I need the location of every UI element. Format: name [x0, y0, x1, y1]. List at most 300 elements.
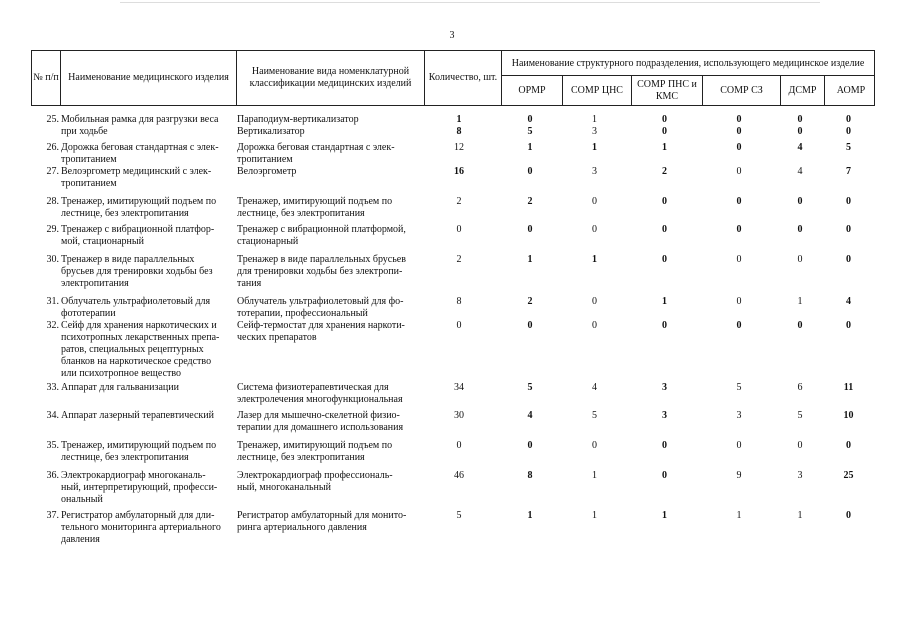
item-quantity — [429, 166, 489, 178]
unit-value — [560, 166, 629, 178]
unit-value — [500, 142, 560, 154]
header-unit: СОМР ЦНС — [562, 76, 631, 105]
row-number-line: 26. — [46, 142, 59, 153]
item-name — [61, 320, 259, 380]
item-quantity — [429, 510, 489, 522]
item-name — [61, 296, 259, 320]
unit-value-line: 0 — [662, 440, 667, 451]
header-name: Наименование медицинского изделия — [60, 51, 236, 105]
row-number-line: 30. — [46, 254, 59, 265]
item-kind — [237, 196, 419, 220]
unit-value — [500, 196, 560, 208]
unit-value-line: 0 — [797, 320, 803, 331]
item-kind — [237, 470, 419, 494]
unit-value-line: 3 — [592, 166, 597, 177]
row-number — [31, 296, 59, 308]
header-unit-group: Наименование структурного подразделения, использующего медицинское изделие — [501, 51, 874, 75]
unit-value — [500, 320, 560, 332]
unit-value — [700, 470, 778, 482]
row-number-line: 29. — [46, 224, 59, 235]
unit-value-line: 0 — [797, 254, 803, 265]
item-name-line: тельного мониторинга артериального — [61, 522, 221, 533]
unit-value — [700, 196, 778, 208]
unit-value-line: 0 — [797, 196, 803, 207]
row-number — [31, 196, 59, 208]
unit-value-line: 0 — [797, 440, 803, 451]
unit-value-line: 0 — [736, 296, 742, 307]
item-quantity-line: 16 — [454, 166, 464, 177]
row-number-line: 31. — [46, 296, 59, 307]
item-kind-line: тания — [237, 278, 262, 289]
row-number-line: 35. — [46, 440, 59, 451]
unit-value — [500, 410, 560, 422]
item-name — [61, 142, 259, 166]
unit-value — [778, 382, 822, 394]
unit-value — [778, 510, 822, 522]
unit-value — [560, 296, 629, 308]
unit-value — [778, 254, 822, 266]
row-number — [31, 224, 59, 236]
row-number-line: 27. — [46, 166, 59, 177]
item-name-line: Тренажер с вибрационной платфор- — [61, 224, 215, 235]
unit-value — [500, 440, 560, 452]
unit-value-line: 1 — [592, 142, 597, 153]
header-unit: СОМР ПНС и КМС — [631, 76, 702, 105]
unit-value — [560, 142, 629, 154]
row-number-line: 25. — [46, 114, 59, 125]
unit-value-line: 5 — [592, 410, 597, 421]
item-name-line: Регистратор амбулаторный для дли- — [61, 510, 215, 521]
unit-value — [700, 382, 778, 394]
item-name-line: Велоэргометр медицинский с элек- — [61, 166, 212, 177]
unit-value-line: 5 — [797, 410, 803, 421]
item-quantity — [429, 296, 489, 308]
item-kind-line: лестнице, без электропитания — [237, 452, 365, 463]
item-quantity — [429, 114, 489, 138]
item-quantity-line: 46 — [454, 470, 464, 481]
unit-value — [778, 470, 822, 482]
unit-value — [629, 510, 700, 522]
unit-value — [822, 114, 875, 138]
item-kind — [237, 320, 419, 344]
unit-value — [822, 382, 875, 394]
row-number — [31, 382, 59, 394]
unit-value-line: 0 — [662, 126, 667, 137]
unit-value-line: 9 — [736, 470, 742, 481]
unit-value-line: 1 — [527, 510, 533, 521]
item-name-line: Тренажер в виде параллельных — [61, 254, 195, 265]
item-kind-line: тропитанием — [237, 154, 293, 165]
item-name-line: ный, интерпретирующий, професси- — [61, 482, 218, 493]
item-kind — [237, 296, 419, 320]
unit-value-line: 7 — [846, 166, 851, 177]
item-name-line: Дорожка беговая стандартная с элек- — [61, 142, 219, 153]
unit-value — [778, 114, 822, 138]
item-quantity — [429, 470, 489, 482]
row-number-line: 28. — [46, 196, 59, 207]
row-number — [31, 114, 59, 126]
item-name — [61, 410, 259, 422]
item-kind — [237, 166, 419, 178]
unit-value-line: 1 — [527, 254, 533, 265]
item-name-line: электропитания — [61, 278, 129, 289]
unit-value-line: 25 — [843, 470, 854, 481]
unit-value-line: 0 — [846, 254, 851, 265]
item-kind — [237, 382, 419, 406]
item-kind — [237, 410, 419, 434]
item-quantity-line: 8 — [456, 126, 462, 137]
item-name — [61, 196, 259, 220]
item-kind — [237, 224, 419, 248]
item-name — [61, 114, 259, 138]
item-name-line: ональный — [61, 494, 103, 505]
item-name-line: Аппарат для гальванизации — [61, 382, 179, 393]
row-number — [31, 440, 59, 452]
item-kind-line: Тренажер, имитирующий подъем по — [237, 440, 393, 451]
unit-value-line: 0 — [846, 114, 851, 125]
unit-value — [778, 224, 822, 236]
unit-value — [700, 114, 778, 138]
unit-value — [822, 296, 875, 308]
item-kind — [237, 440, 419, 464]
unit-value — [822, 470, 875, 482]
item-quantity — [429, 440, 489, 452]
item-quantity-line: 30 — [454, 410, 464, 421]
item-name — [61, 510, 259, 546]
header-num: № п/п — [33, 72, 59, 83]
item-name-line: лестнице, без электропитания — [61, 452, 189, 463]
unit-value-line: 0 — [662, 320, 667, 331]
unit-value — [778, 410, 822, 422]
unit-value-line: 2 — [527, 296, 533, 307]
unit-value-line: 0 — [592, 440, 597, 451]
item-kind-line: Электрокардиограф профессиональ- — [237, 470, 393, 481]
unit-value-line: 0 — [797, 224, 803, 235]
unit-value — [822, 224, 875, 236]
item-name-line: Мобильная рамка для разгрузки веса — [61, 114, 219, 125]
unit-value-line: 11 — [843, 382, 854, 393]
unit-value — [700, 320, 778, 332]
item-kind-line: Система физиотерапевтическая для — [237, 382, 389, 393]
row-number-line: 32. — [46, 320, 59, 331]
item-name — [61, 254, 259, 290]
unit-value — [700, 142, 778, 154]
unit-value — [629, 440, 700, 452]
unit-value-line: 1 — [592, 510, 597, 521]
unit-value-line: 1 — [527, 142, 533, 153]
item-quantity-line: 12 — [454, 142, 464, 153]
item-kind-line: Сейф-термостат для хранения наркоти- — [237, 320, 405, 331]
item-quantity — [429, 410, 489, 422]
item-kind — [237, 142, 419, 166]
unit-value — [629, 382, 700, 394]
unit-value-line: 0 — [527, 114, 533, 125]
item-name-line: бланков на наркотическое средство — [61, 356, 212, 367]
header-unit: ОРМР — [518, 84, 546, 96]
unit-value-line: 0 — [736, 126, 742, 137]
row-number — [31, 320, 59, 332]
item-name-line: Тренажер, имитирующий подъем по — [61, 440, 217, 451]
item-kind-line: электролечения многофункциональная — [237, 394, 403, 405]
unit-value-line: 4 — [846, 296, 851, 307]
unit-value-line: 0 — [846, 510, 851, 521]
item-name-line: Аппарат лазерный терапевтический — [61, 410, 214, 421]
unit-value — [560, 196, 629, 208]
item-kind-line: ческих препаратов — [237, 332, 317, 343]
item-quantity-line: 1 — [456, 114, 462, 125]
item-name-line: брусьев для тренировки ходьбы без — [61, 266, 213, 277]
item-quantity-line: 8 — [456, 296, 462, 307]
unit-value-line: 0 — [527, 320, 533, 331]
page-number: 3 — [449, 30, 455, 41]
unit-value — [629, 320, 700, 332]
item-kind-line: тотерапии, профессиональный — [237, 308, 368, 319]
item-name — [61, 382, 259, 394]
item-quantity-line: 0 — [456, 440, 462, 451]
item-name-line: тропитанием — [61, 154, 117, 165]
item-name-line: фототерапии — [61, 308, 116, 319]
item-name-line: Сейф для хранения наркотических и — [61, 320, 217, 331]
item-name-line: Тренажер, имитирующий подъем по — [61, 196, 217, 207]
unit-value-line: 0 — [846, 440, 851, 451]
item-name — [61, 470, 259, 506]
unit-value-line: 1 — [797, 296, 803, 307]
item-kind-line: терапии для домашнего использования — [237, 422, 404, 433]
header-unit: АОМР — [824, 76, 877, 105]
unit-value — [700, 166, 778, 178]
unit-value — [629, 114, 700, 138]
item-kind-line: Лазер для мышечно-скелетной физио- — [237, 410, 400, 421]
item-kind-line: лестнице, без электропитания — [237, 208, 365, 219]
row-number — [31, 470, 59, 482]
unit-value — [700, 224, 778, 236]
item-kind-line: Велоэргометр — [237, 166, 297, 177]
header-units — [501, 75, 874, 105]
item-name-line: давления — [61, 534, 100, 545]
unit-value-line: 4 — [592, 382, 597, 393]
item-name — [61, 224, 259, 248]
unit-value-line: 0 — [846, 126, 851, 137]
item-kind-line: Вертикализатор — [237, 126, 305, 137]
unit-value-line: 4 — [797, 166, 803, 177]
unit-value — [500, 470, 560, 482]
unit-value-line: 0 — [662, 196, 667, 207]
unit-value — [560, 470, 629, 482]
unit-value-line: 1 — [592, 470, 597, 481]
row-number-line: 37. — [46, 510, 59, 521]
item-quantity-line: 0 — [456, 320, 462, 331]
unit-value-line: 0 — [846, 224, 851, 235]
item-name — [61, 440, 259, 464]
unit-value — [560, 254, 629, 266]
unit-value — [700, 440, 778, 452]
unit-value — [629, 296, 700, 308]
unit-value — [822, 196, 875, 208]
unit-value-line: 2 — [662, 166, 667, 177]
unit-value — [560, 224, 629, 236]
unit-value — [822, 440, 875, 452]
unit-value — [822, 510, 875, 522]
item-name-line: ратов, специальных рецептурных — [61, 344, 204, 355]
unit-value-line: 0 — [592, 320, 597, 331]
unit-value — [700, 254, 778, 266]
unit-value — [629, 254, 700, 266]
unit-value-line: 5 — [527, 126, 533, 137]
header-qty: Количество, шт. — [424, 51, 501, 105]
unit-value-line: 3 — [662, 382, 667, 393]
item-name-line: при ходьбе — [61, 126, 108, 137]
item-name-line: Электрокардиограф многоканаль- — [61, 470, 206, 481]
unit-value — [778, 166, 822, 178]
unit-value-line: 8 — [527, 470, 533, 481]
unit-value-line: 5 — [736, 382, 742, 393]
unit-value-line: 0 — [736, 114, 742, 125]
unit-value-line: 0 — [846, 196, 851, 207]
item-name-line: мой, стационарный — [61, 236, 144, 247]
row-number-line: 33. — [46, 382, 59, 393]
unit-value-line: 0 — [592, 196, 597, 207]
unit-value — [500, 296, 560, 308]
table-header — [31, 50, 875, 106]
item-quantity — [429, 254, 489, 266]
unit-value — [778, 320, 822, 332]
unit-value — [500, 382, 560, 394]
unit-value — [629, 470, 700, 482]
unit-value-line: 3 — [662, 410, 667, 421]
item-name — [61, 166, 259, 190]
unit-value — [500, 166, 560, 178]
unit-value-line: 1 — [592, 254, 597, 265]
unit-value — [560, 382, 629, 394]
item-kind-line: Параподиум-вертикализатор — [237, 114, 359, 125]
unit-value-line: 0 — [527, 440, 533, 451]
item-kind — [237, 114, 419, 138]
item-quantity — [429, 320, 489, 332]
unit-value — [629, 166, 700, 178]
unit-value-line: 4 — [527, 410, 533, 421]
header-kind: Наименование вида номенклатурной классификации медицинских изделий — [236, 51, 424, 105]
unit-value-line: 1 — [662, 296, 667, 307]
item-name-line: лестнице, без электропитания — [61, 208, 189, 219]
unit-value — [778, 142, 822, 154]
unit-value-line: 3 — [736, 410, 742, 421]
item-quantity-line: 5 — [456, 510, 462, 521]
unit-value — [500, 224, 560, 236]
item-kind-line: Облучатель ультрафиолетовый для фо- — [237, 296, 404, 307]
unit-value — [778, 296, 822, 308]
unit-value — [500, 510, 560, 522]
unit-value-line: 0 — [736, 166, 742, 177]
unit-value — [700, 410, 778, 422]
unit-value — [560, 440, 629, 452]
unit-value-line: 0 — [736, 196, 742, 207]
item-quantity-line: 2 — [456, 254, 462, 265]
row-number — [31, 410, 59, 422]
unit-value-line: 0 — [736, 320, 742, 331]
unit-value-line: 0 — [662, 470, 667, 481]
unit-value-line: 3 — [592, 126, 597, 137]
unit-value-line: 1 — [797, 510, 803, 521]
unit-value — [700, 296, 778, 308]
unit-value-line: 3 — [797, 470, 803, 481]
unit-value-line: 6 — [797, 382, 803, 393]
unit-value — [700, 510, 778, 522]
item-kind-line: Регистратор амбулаторный для монито- — [237, 510, 407, 521]
unit-value — [560, 114, 629, 138]
unit-value-line: 0 — [662, 114, 667, 125]
unit-value — [822, 166, 875, 178]
unit-value — [822, 142, 875, 154]
unit-value-line: 0 — [662, 224, 667, 235]
row-number — [31, 510, 59, 522]
unit-value-line: 0 — [736, 440, 742, 451]
item-quantity-line: 34 — [454, 382, 464, 393]
unit-value — [629, 196, 700, 208]
unit-value-line: 0 — [736, 224, 742, 235]
row-number-line: 34. — [46, 410, 59, 421]
unit-value — [778, 440, 822, 452]
unit-value — [822, 410, 875, 422]
unit-value — [560, 320, 629, 332]
item-quantity-line: 0 — [456, 224, 462, 235]
unit-value-line: 1 — [662, 510, 667, 521]
item-kind-line: Тренажер, имитирующий подъем по — [237, 196, 393, 207]
header-unit: ДСМР — [780, 76, 824, 105]
unit-value-line: 0 — [797, 114, 803, 125]
header-unit: СОМР СЗ — [702, 76, 780, 105]
unit-value-line: 0 — [662, 254, 667, 265]
unit-value-line: 4 — [797, 142, 803, 153]
unit-value — [629, 410, 700, 422]
item-kind-line: Тренажер с вибрационной платформой, — [237, 224, 406, 235]
unit-value-line: 1 — [736, 510, 742, 521]
unit-value-line: 1 — [662, 142, 667, 153]
item-quantity — [429, 382, 489, 394]
unit-value — [778, 196, 822, 208]
unit-value-line: 0 — [736, 254, 742, 265]
unit-value — [500, 254, 560, 266]
unit-value-line: 5 — [527, 382, 533, 393]
item-name-line: психотропных лекарственных препа- — [61, 332, 220, 343]
unit-value-line: 0 — [797, 126, 803, 137]
item-kind — [237, 510, 419, 534]
item-quantity — [429, 196, 489, 208]
unit-value — [629, 224, 700, 236]
item-name-line: Облучатель ультрафиолетовый для — [61, 296, 211, 307]
row-number — [31, 142, 59, 154]
item-kind-line: Дорожка беговая стандартная с элек- — [237, 142, 395, 153]
unit-value-line: 0 — [736, 142, 742, 153]
unit-value-line: 5 — [846, 142, 851, 153]
item-kind — [237, 254, 419, 290]
row-number-line: 36. — [46, 470, 59, 481]
unit-value — [629, 142, 700, 154]
item-quantity — [429, 142, 489, 154]
item-quantity — [429, 224, 489, 236]
scan-edge-line — [120, 2, 820, 3]
unit-value-line: 10 — [843, 410, 854, 421]
unit-value-line: 1 — [592, 114, 597, 125]
item-name-line: или психотропное вещество — [61, 368, 182, 379]
unit-value-line: 2 — [527, 196, 533, 207]
item-kind-line: Тренажер в виде параллельных брусьев — [237, 254, 406, 265]
item-quantity-line: 2 — [456, 196, 462, 207]
unit-value-line: 0 — [527, 166, 533, 177]
item-kind-line: ный, многоканальный — [237, 482, 331, 493]
unit-value — [500, 114, 560, 138]
row-number — [31, 254, 59, 266]
row-number — [31, 166, 59, 178]
